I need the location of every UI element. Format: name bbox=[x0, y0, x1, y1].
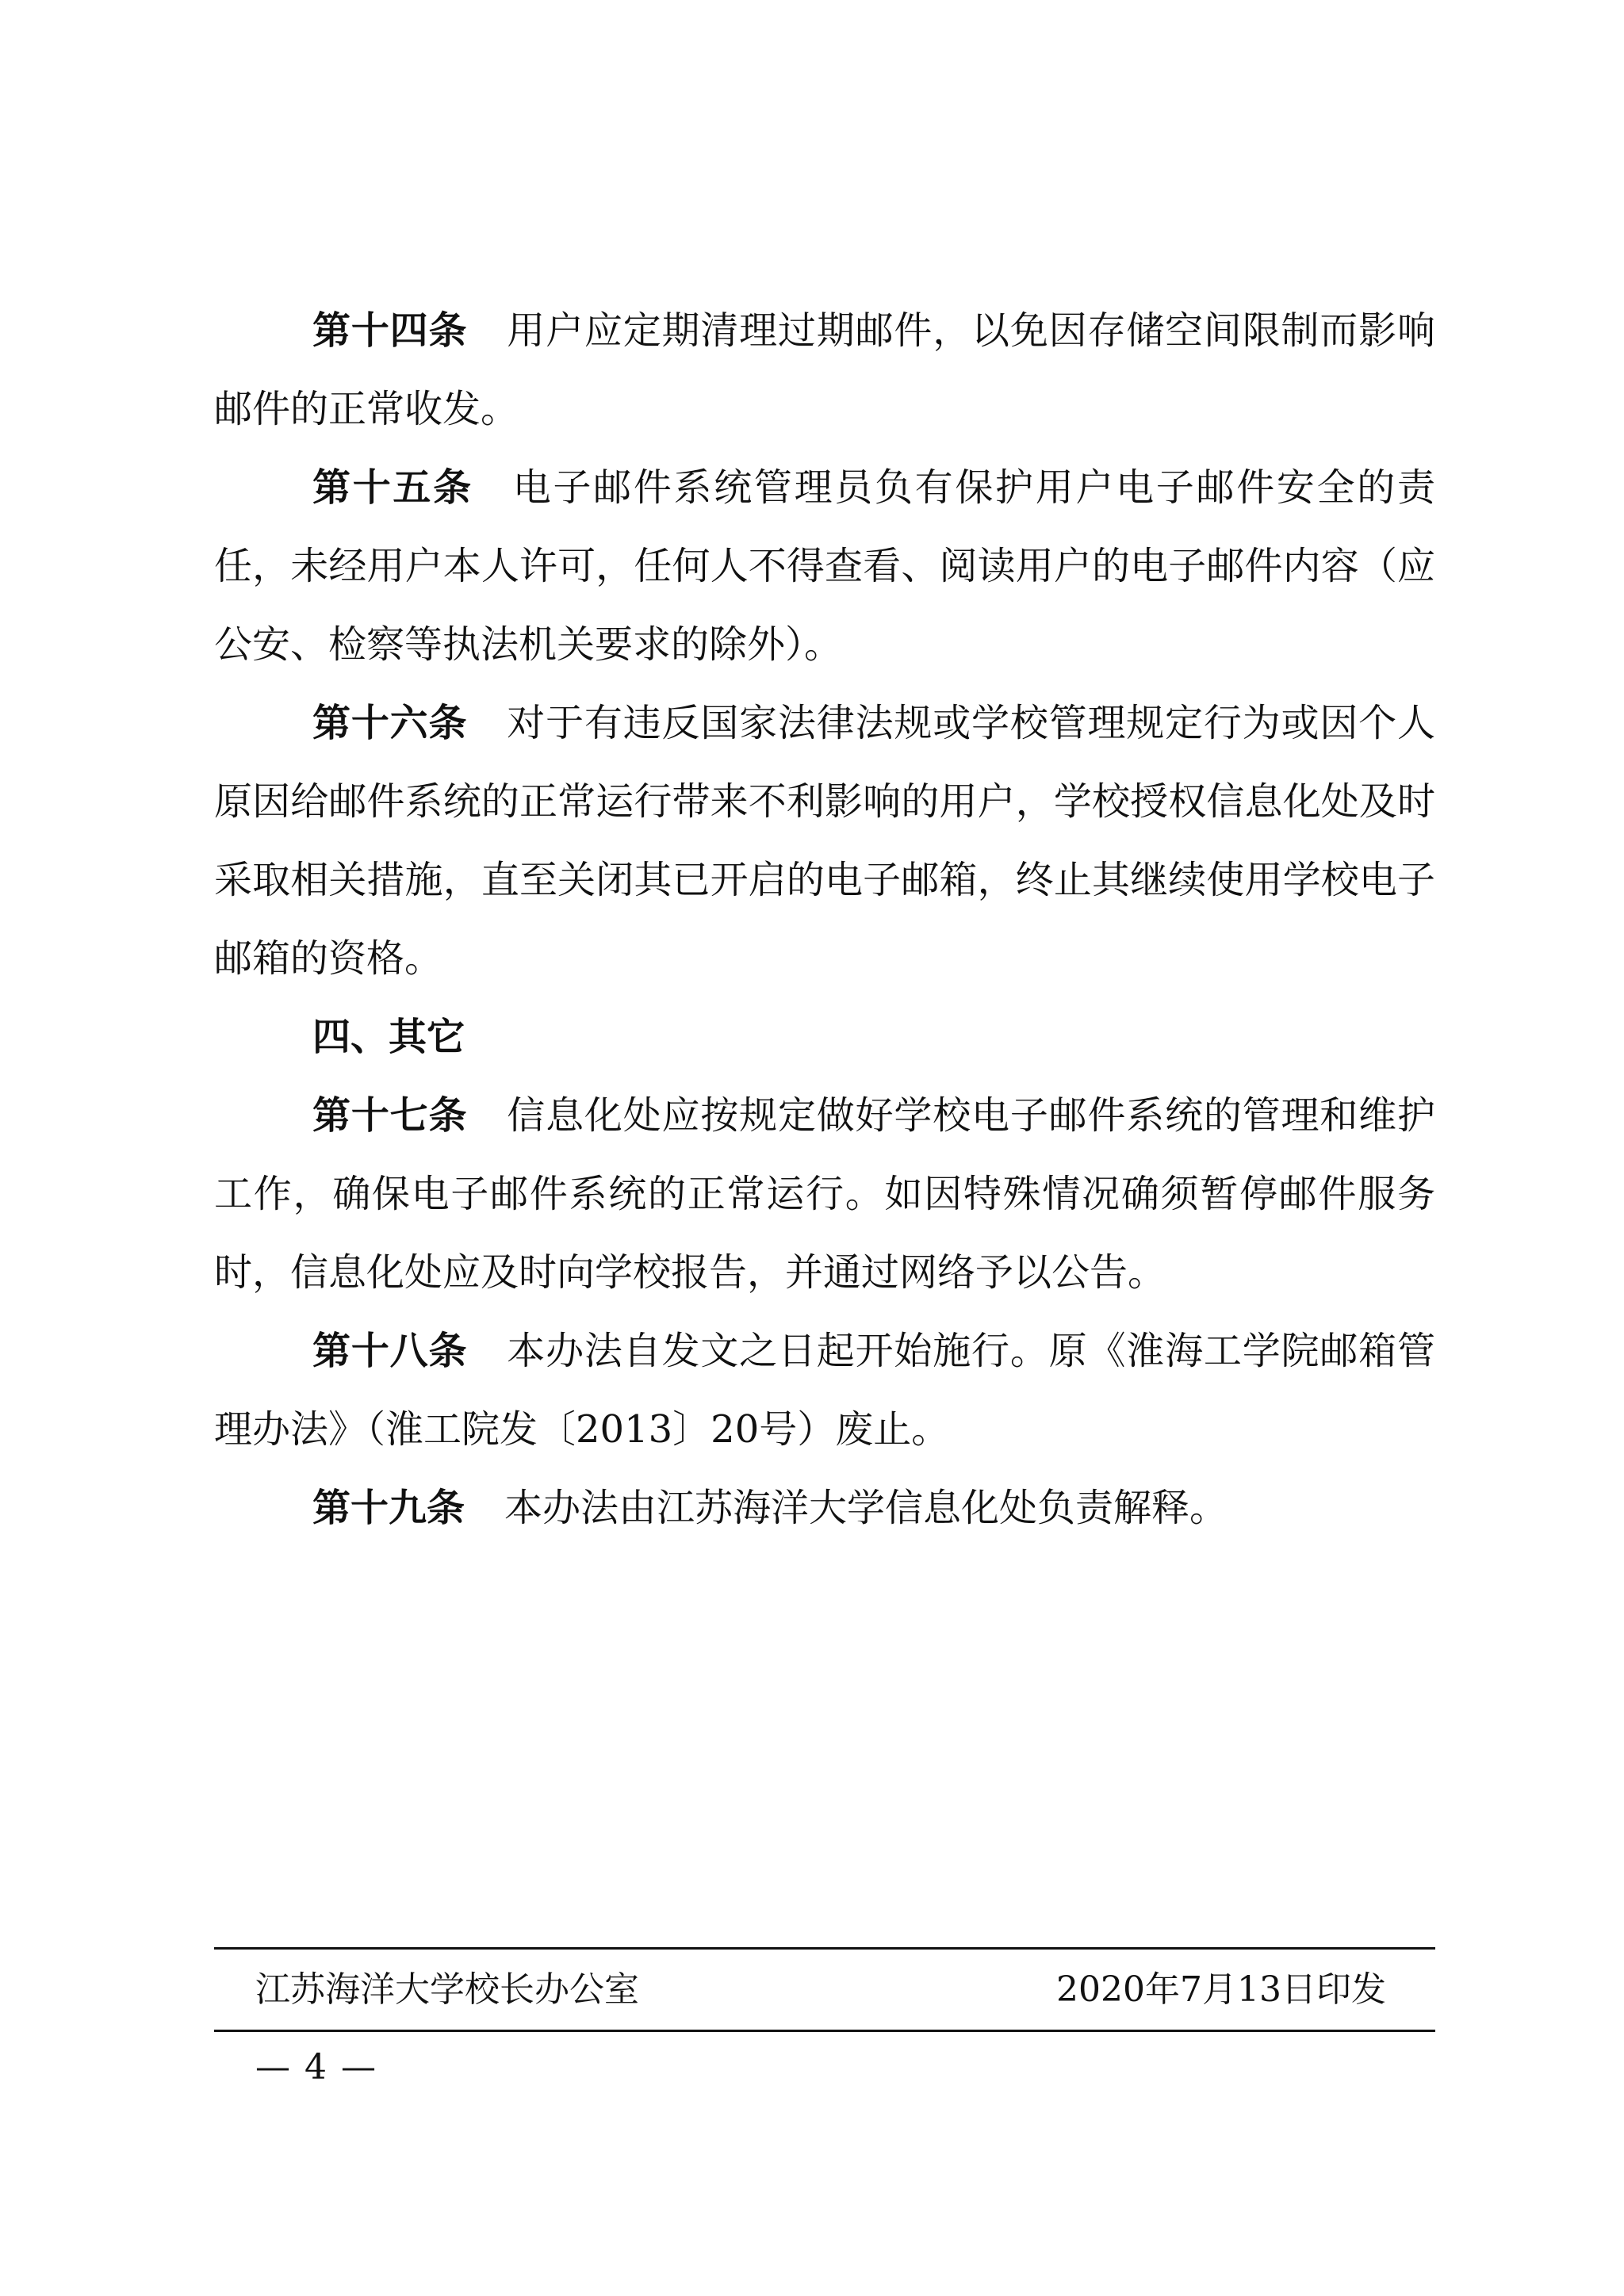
article-18 bbox=[214, 1312, 1435, 1469]
article-text: 电子邮件系统管理员负有保护用户电子邮件安全的责任，未经用户本人许可，任何人不得查看、阅读用户的电子邮件内容（应公安、检察等执法机关要求的除外）。 bbox=[214, 465, 1435, 667]
article-label: 第十八条 bbox=[312, 1329, 468, 1373]
article-text: 本办法自发文之日起开始施行。原《淮海工学院邮箱管理办法》（淮工院发〔2013〕20号）废止。 bbox=[214, 1329, 1435, 1452]
article-15 bbox=[214, 449, 1435, 684]
article-text: 对于有违反国家法律法规或学校管理规定行为或因个人原因给邮件系统的正常运行带来不利影响的用户，学校授权信息化处及时采取相关措施，直至关闭其已开启的电子邮箱，终止其继续使用学校电子邮箱的资格。 bbox=[214, 701, 1435, 981]
article-19 bbox=[214, 1469, 1435, 1548]
article-16 bbox=[214, 684, 1435, 998]
article-text: 本办法由江苏海洋大学信息化处负责解释。 bbox=[504, 1486, 1228, 1530]
section-heading: 四、其它 bbox=[312, 1015, 465, 1059]
article-14 bbox=[214, 292, 1435, 449]
issuing-office: 江苏海洋大学校长办公室 bbox=[255, 1969, 639, 2010]
article-label: 第十五条 bbox=[312, 465, 473, 510]
page-number: — 4 — bbox=[255, 2047, 377, 2087]
article-17 bbox=[214, 1077, 1435, 1312]
document-body bbox=[214, 292, 1435, 1548]
article-label: 第十九条 bbox=[312, 1486, 465, 1530]
article-text: 用户应定期清理过期邮件，以免因存储空间限制而影响邮件的正常收发。 bbox=[214, 308, 1435, 431]
issue-date: 2020年7月13日印发 bbox=[1056, 1969, 1386, 2010]
article-label: 第十七条 bbox=[312, 1093, 468, 1138]
article-label: 第十六条 bbox=[312, 701, 468, 745]
footer-bottom-rule bbox=[214, 2030, 1435, 2032]
article-label: 第十四条 bbox=[312, 308, 468, 353]
article-text: 信息化处应按规定做好学校电子邮件系统的管理和维护工作，确保电子邮件系统的正常运行。如因特殊情况确须暂停邮件服务时，信息化处应及时向学校报告，并通过网络予以公告。 bbox=[214, 1093, 1435, 1295]
footer-top-rule bbox=[214, 1947, 1435, 1950]
